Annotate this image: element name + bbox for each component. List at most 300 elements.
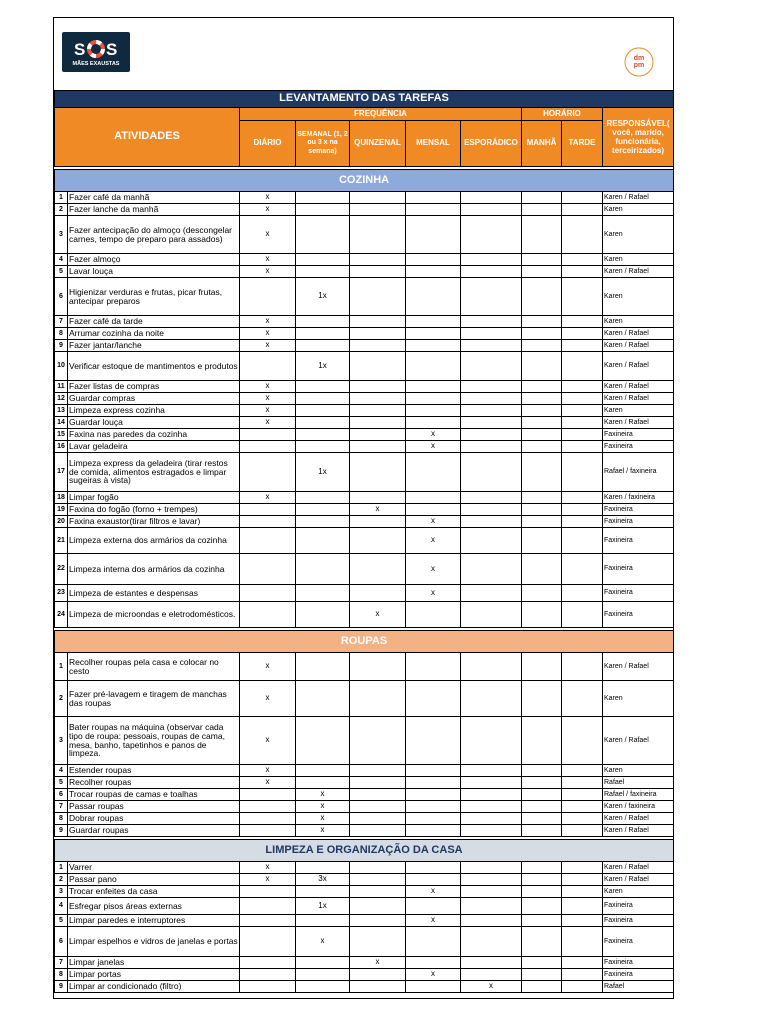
mark-cell xyxy=(350,266,406,278)
mark-cell xyxy=(522,216,562,254)
row-number: 1 xyxy=(55,192,68,204)
mark-cell xyxy=(562,789,603,801)
mark-cell xyxy=(461,765,522,777)
mark-cell xyxy=(406,801,461,813)
mark-cell xyxy=(562,204,603,216)
table-row xyxy=(55,825,674,837)
mark-cell: x xyxy=(296,813,350,825)
task-survey-sheet xyxy=(53,17,674,999)
mark-cell: x xyxy=(240,216,296,254)
mark-cell xyxy=(296,492,350,504)
mark-cell xyxy=(461,915,522,927)
mark-cell xyxy=(562,681,603,717)
mark-cell xyxy=(296,915,350,927)
mark-cell xyxy=(461,886,522,898)
mark-cell xyxy=(461,681,522,717)
table-row xyxy=(55,278,674,316)
mark-cell xyxy=(406,405,461,417)
mark-cell: x xyxy=(240,681,296,717)
mark-cell: x xyxy=(296,927,350,957)
responsible-cell: Karen / Rafael xyxy=(603,381,674,393)
activity-cell: Limpeza interna dos armários da cozinha xyxy=(68,554,240,585)
mark-cell xyxy=(350,874,406,886)
mark-cell: x xyxy=(240,192,296,204)
mark-cell xyxy=(522,429,562,441)
mark-cell xyxy=(350,328,406,340)
row-number: 9 xyxy=(55,981,68,993)
mark-cell xyxy=(562,765,603,777)
mark-cell: x xyxy=(240,405,296,417)
mark-cell xyxy=(461,328,522,340)
responsible-cell: Faxineira xyxy=(603,504,674,516)
row-number: 15 xyxy=(55,429,68,441)
mark-cell xyxy=(350,554,406,585)
mark-cell: x xyxy=(240,381,296,393)
mark-cell xyxy=(296,340,350,352)
mark-cell xyxy=(562,441,603,453)
responsible-cell: Karen xyxy=(603,204,674,216)
activity-cell: Esfregar pisos áreas externas xyxy=(68,898,240,915)
mark-cell xyxy=(461,204,522,216)
table-row xyxy=(55,765,674,777)
mark-cell xyxy=(296,504,350,516)
col-diario-header: DIÁRIO xyxy=(240,121,296,167)
mark-cell xyxy=(296,429,350,441)
mark-cell xyxy=(406,717,461,765)
mark-cell xyxy=(562,340,603,352)
row-number: 24 xyxy=(55,602,68,628)
mark-cell xyxy=(350,789,406,801)
dm-pm-logo xyxy=(623,46,655,78)
mark-cell xyxy=(240,516,296,528)
mark-cell xyxy=(296,777,350,789)
mark-cell xyxy=(461,492,522,504)
mark-cell xyxy=(522,381,562,393)
table-row xyxy=(55,352,674,381)
mark-cell xyxy=(461,352,522,381)
row-number: 11 xyxy=(55,381,68,393)
activity-cell: Trocar enfeites da casa xyxy=(68,886,240,898)
activity-cell: Fazer almoço xyxy=(68,254,240,266)
responsavel-header: RESPONSÁVEL( você, marido, funcionária, terceirizados) xyxy=(603,108,674,167)
mark-cell xyxy=(296,554,350,585)
responsible-cell: Karen xyxy=(603,254,674,266)
mark-cell xyxy=(522,862,562,874)
row-number: 6 xyxy=(55,789,68,801)
mark-cell xyxy=(296,528,350,554)
activity-cell: Limpeza express da geladeira (tirar restos de comida, alimentos estragados e limpar sugeiras à vista) xyxy=(68,453,240,492)
mark-cell: 1x xyxy=(296,278,350,316)
mark-cell xyxy=(522,417,562,429)
mark-cell xyxy=(296,254,350,266)
mark-cell xyxy=(296,681,350,717)
col-quinzenal-header: QUINZENAL xyxy=(350,121,406,167)
svg-text:S: S xyxy=(106,40,118,59)
mark-cell xyxy=(522,192,562,204)
table-row xyxy=(55,898,674,915)
mark-cell xyxy=(240,801,296,813)
responsible-cell: Faxineira xyxy=(603,429,674,441)
table-row xyxy=(55,957,674,969)
activity-cell: Limpar espelhos e vidros de janelas e portas xyxy=(68,927,240,957)
mark-cell xyxy=(350,492,406,504)
activity-cell: Bater roupas na máquina (observar cada tipo de roupa: pessoais, roupas de cama, mesa, banho, tapetinhos e panos de limpeza. xyxy=(68,717,240,765)
mark-cell xyxy=(522,405,562,417)
mark-cell xyxy=(406,381,461,393)
mark-cell xyxy=(296,981,350,993)
mark-cell xyxy=(350,216,406,254)
mark-cell: x xyxy=(240,417,296,429)
responsible-cell: Rafael / faxineira xyxy=(603,453,674,492)
responsible-cell: Karen xyxy=(603,316,674,328)
mark-cell xyxy=(562,981,603,993)
responsible-cell: Faxineira xyxy=(603,957,674,969)
responsible-cell: Rafael xyxy=(603,981,674,993)
table-row xyxy=(55,927,674,957)
mark-cell: x xyxy=(240,765,296,777)
mark-cell: 1x xyxy=(296,898,350,915)
responsible-cell: Karen / Rafael xyxy=(603,813,674,825)
mark-cell xyxy=(406,765,461,777)
mark-cell xyxy=(406,602,461,628)
mark-cell xyxy=(562,862,603,874)
mark-cell xyxy=(350,813,406,825)
mark-cell xyxy=(522,874,562,886)
mark-cell xyxy=(522,777,562,789)
row-number: 1 xyxy=(55,653,68,681)
responsible-cell: Karen / Rafael xyxy=(603,862,674,874)
mark-cell xyxy=(240,528,296,554)
mark-cell xyxy=(406,825,461,837)
row-number: 7 xyxy=(55,316,68,328)
table-row xyxy=(55,254,674,266)
row-number: 6 xyxy=(55,278,68,316)
tasks-table xyxy=(54,90,674,993)
mark-cell xyxy=(406,453,461,492)
mark-cell xyxy=(562,957,603,969)
responsible-cell: Karen / Rafael xyxy=(603,340,674,352)
activity-cell: Verificar estoque de mantimentos e produtos xyxy=(68,352,240,381)
mark-cell xyxy=(350,862,406,874)
mark-cell xyxy=(562,316,603,328)
table-row xyxy=(55,777,674,789)
dm-pm-logo-icon xyxy=(623,46,655,78)
activity-cell: Recolher roupas xyxy=(68,777,240,789)
mark-cell xyxy=(562,492,603,504)
responsible-cell: Faxineira xyxy=(603,927,674,957)
mark-cell xyxy=(350,801,406,813)
mark-cell: x xyxy=(406,441,461,453)
table-row xyxy=(55,528,674,554)
mark-cell xyxy=(296,717,350,765)
mark-cell: x xyxy=(240,653,296,681)
mark-cell xyxy=(562,653,603,681)
mark-cell xyxy=(406,862,461,874)
activity-cell: Guardar roupas xyxy=(68,825,240,837)
mark-cell xyxy=(350,340,406,352)
mark-cell xyxy=(522,204,562,216)
row-number: 22 xyxy=(55,554,68,585)
mark-cell xyxy=(461,254,522,266)
mark-cell xyxy=(522,957,562,969)
mark-cell xyxy=(406,874,461,886)
mark-cell xyxy=(522,969,562,981)
row-number: 8 xyxy=(55,969,68,981)
mark-cell xyxy=(240,825,296,837)
mark-cell xyxy=(562,381,603,393)
mark-cell xyxy=(562,927,603,957)
table-row xyxy=(55,405,674,417)
mark-cell xyxy=(296,653,350,681)
responsible-cell: Karen / Rafael xyxy=(603,393,674,405)
table-row xyxy=(55,381,674,393)
mark-cell xyxy=(240,789,296,801)
col-tarde-header: TARDE xyxy=(562,121,603,167)
responsible-cell: Faxineira xyxy=(603,969,674,981)
row-number: 3 xyxy=(55,886,68,898)
mark-cell: x xyxy=(240,340,296,352)
mark-cell xyxy=(562,192,603,204)
responsible-cell: Faxineira xyxy=(603,602,674,628)
mark-cell: x xyxy=(350,602,406,628)
row-number: 21 xyxy=(55,528,68,554)
responsible-cell: Karen / faxineira xyxy=(603,492,674,504)
mark-cell xyxy=(240,352,296,381)
mark-cell xyxy=(461,417,522,429)
table-row xyxy=(55,266,674,278)
row-number: 4 xyxy=(55,765,68,777)
responsible-cell: Karen / faxineira xyxy=(603,801,674,813)
activity-cell: Limpeza de microondas e eletrodomésticos. xyxy=(68,602,240,628)
mark-cell xyxy=(240,915,296,927)
table-row xyxy=(55,516,674,528)
mark-cell xyxy=(562,969,603,981)
mark-cell xyxy=(350,653,406,681)
activity-cell: Recolher roupas pela casa e colocar no cesto xyxy=(68,653,240,681)
mark-cell xyxy=(296,192,350,204)
mark-cell xyxy=(522,516,562,528)
mark-cell xyxy=(461,898,522,915)
mark-cell xyxy=(350,352,406,381)
responsible-cell: Karen / Rafael xyxy=(603,874,674,886)
mark-cell xyxy=(522,801,562,813)
mark-cell: x xyxy=(240,254,296,266)
activity-cell: Faxina exaustor(tirar filtros e lavar) xyxy=(68,516,240,528)
mark-cell xyxy=(522,825,562,837)
atividades-header: ATIVIDADES xyxy=(55,108,240,167)
mark-cell xyxy=(406,927,461,957)
mark-cell xyxy=(350,981,406,993)
activity-cell: Limpeza externa dos armários da cozinha xyxy=(68,528,240,554)
table-row xyxy=(55,340,674,352)
mark-cell xyxy=(562,328,603,340)
frequencia-header: FREQUÊNCIA xyxy=(240,108,522,121)
mark-cell: x xyxy=(240,874,296,886)
responsible-cell: Faxineira xyxy=(603,441,674,453)
table-row xyxy=(55,681,674,717)
mark-cell xyxy=(350,825,406,837)
table-row xyxy=(55,441,674,453)
mark-cell xyxy=(240,927,296,957)
logo-header xyxy=(54,18,673,91)
responsible-cell: Faxineira xyxy=(603,528,674,554)
row-number: 8 xyxy=(55,813,68,825)
mark-cell xyxy=(562,453,603,492)
mark-cell xyxy=(562,915,603,927)
mark-cell xyxy=(240,441,296,453)
mark-cell xyxy=(296,516,350,528)
tasks-body xyxy=(55,167,674,993)
mark-cell xyxy=(350,393,406,405)
mark-cell xyxy=(296,969,350,981)
row-number: 20 xyxy=(55,516,68,528)
mark-cell xyxy=(562,813,603,825)
responsible-cell: Faxineira xyxy=(603,915,674,927)
mark-cell xyxy=(562,874,603,886)
responsible-cell: Karen xyxy=(603,765,674,777)
mark-cell xyxy=(461,278,522,316)
responsible-cell: Karen / Rafael xyxy=(603,352,674,381)
mark-cell: x xyxy=(240,393,296,405)
activity-cell: Limpeza express cozinha xyxy=(68,405,240,417)
mark-cell xyxy=(406,216,461,254)
mark-cell xyxy=(562,777,603,789)
row-number: 12 xyxy=(55,393,68,405)
mark-cell xyxy=(406,504,461,516)
mark-cell xyxy=(562,266,603,278)
table-row xyxy=(55,192,674,204)
activity-cell: Faxina nas paredes da cozinha xyxy=(68,429,240,441)
mark-cell xyxy=(461,777,522,789)
mark-cell xyxy=(406,813,461,825)
mark-cell xyxy=(522,765,562,777)
mark-cell xyxy=(296,585,350,602)
mark-cell xyxy=(350,316,406,328)
activity-cell: Faxina do fogão (forno + trempes) xyxy=(68,504,240,516)
mark-cell xyxy=(522,278,562,316)
table-row xyxy=(55,585,674,602)
mark-cell xyxy=(240,898,296,915)
mark-cell xyxy=(522,316,562,328)
sos-logo xyxy=(62,32,130,72)
mark-cell xyxy=(522,352,562,381)
mark-cell: x xyxy=(240,316,296,328)
responsible-cell: Karen / Rafael xyxy=(603,417,674,429)
row-number: 19 xyxy=(55,504,68,516)
row-number: 8 xyxy=(55,328,68,340)
mark-cell xyxy=(522,981,562,993)
activity-cell: Guardar louça xyxy=(68,417,240,429)
table-row xyxy=(55,602,674,628)
mark-cell xyxy=(562,254,603,266)
mark-cell xyxy=(522,453,562,492)
row-number: 10 xyxy=(55,352,68,381)
mark-cell xyxy=(522,585,562,602)
table-row xyxy=(55,862,674,874)
mark-cell xyxy=(461,316,522,328)
mark-cell xyxy=(461,340,522,352)
mark-cell xyxy=(350,969,406,981)
mark-cell xyxy=(461,504,522,516)
mark-cell xyxy=(522,915,562,927)
mark-cell: x xyxy=(240,862,296,874)
row-number: 7 xyxy=(55,957,68,969)
mark-cell: x xyxy=(296,801,350,813)
activity-cell: Dobrar roupas xyxy=(68,813,240,825)
mark-cell xyxy=(461,653,522,681)
responsible-cell: Karen / Rafael xyxy=(603,328,674,340)
table-row xyxy=(55,216,674,254)
mark-cell xyxy=(350,777,406,789)
row-number: 4 xyxy=(55,254,68,266)
mark-cell xyxy=(522,813,562,825)
row-number: 3 xyxy=(55,216,68,254)
mark-cell xyxy=(406,681,461,717)
mark-cell xyxy=(240,504,296,516)
mark-cell xyxy=(296,393,350,405)
mark-cell xyxy=(296,765,350,777)
mark-cell xyxy=(562,898,603,915)
mark-cell xyxy=(406,254,461,266)
mark-cell xyxy=(240,429,296,441)
activity-cell: Fazer antecipação do almoço (descongelar carnes, tempo de preparo para assados) xyxy=(68,216,240,254)
activity-cell: Fazer listas de compras xyxy=(68,381,240,393)
mark-cell xyxy=(240,554,296,585)
mark-cell: x xyxy=(406,516,461,528)
mark-cell xyxy=(461,453,522,492)
mark-cell xyxy=(461,813,522,825)
responsible-cell: Faxineira xyxy=(603,554,674,585)
mark-cell xyxy=(350,204,406,216)
mark-cell xyxy=(522,927,562,957)
activity-cell: Passar roupas xyxy=(68,801,240,813)
mark-cell: x xyxy=(240,492,296,504)
row-number: 13 xyxy=(55,405,68,417)
row-number: 5 xyxy=(55,266,68,278)
mark-cell xyxy=(406,352,461,381)
mark-cell xyxy=(522,492,562,504)
activity-cell: Limpeza de estantes e despensas xyxy=(68,585,240,602)
mark-cell xyxy=(522,653,562,681)
activity-cell: Guardar compras xyxy=(68,393,240,405)
mark-cell xyxy=(406,393,461,405)
mark-cell xyxy=(461,192,522,204)
mark-cell xyxy=(461,789,522,801)
table-row xyxy=(55,316,674,328)
mark-cell xyxy=(461,825,522,837)
activity-cell: Limpar paredes e interruptores xyxy=(68,915,240,927)
mark-cell xyxy=(350,405,406,417)
mark-cell xyxy=(461,602,522,628)
mark-cell: x xyxy=(406,528,461,554)
mark-cell xyxy=(522,441,562,453)
row-number: 2 xyxy=(55,204,68,216)
mark-cell xyxy=(350,528,406,554)
mark-cell xyxy=(296,417,350,429)
mark-cell xyxy=(522,554,562,585)
table-row xyxy=(55,429,674,441)
mark-cell xyxy=(350,429,406,441)
mark-cell xyxy=(461,801,522,813)
responsible-cell: Karen / Rafael xyxy=(603,825,674,837)
row-number: 5 xyxy=(55,777,68,789)
mark-cell xyxy=(350,453,406,492)
mark-cell xyxy=(461,441,522,453)
mark-cell xyxy=(296,216,350,254)
responsible-cell: Karen xyxy=(603,681,674,717)
mark-cell xyxy=(296,381,350,393)
mark-cell xyxy=(406,898,461,915)
